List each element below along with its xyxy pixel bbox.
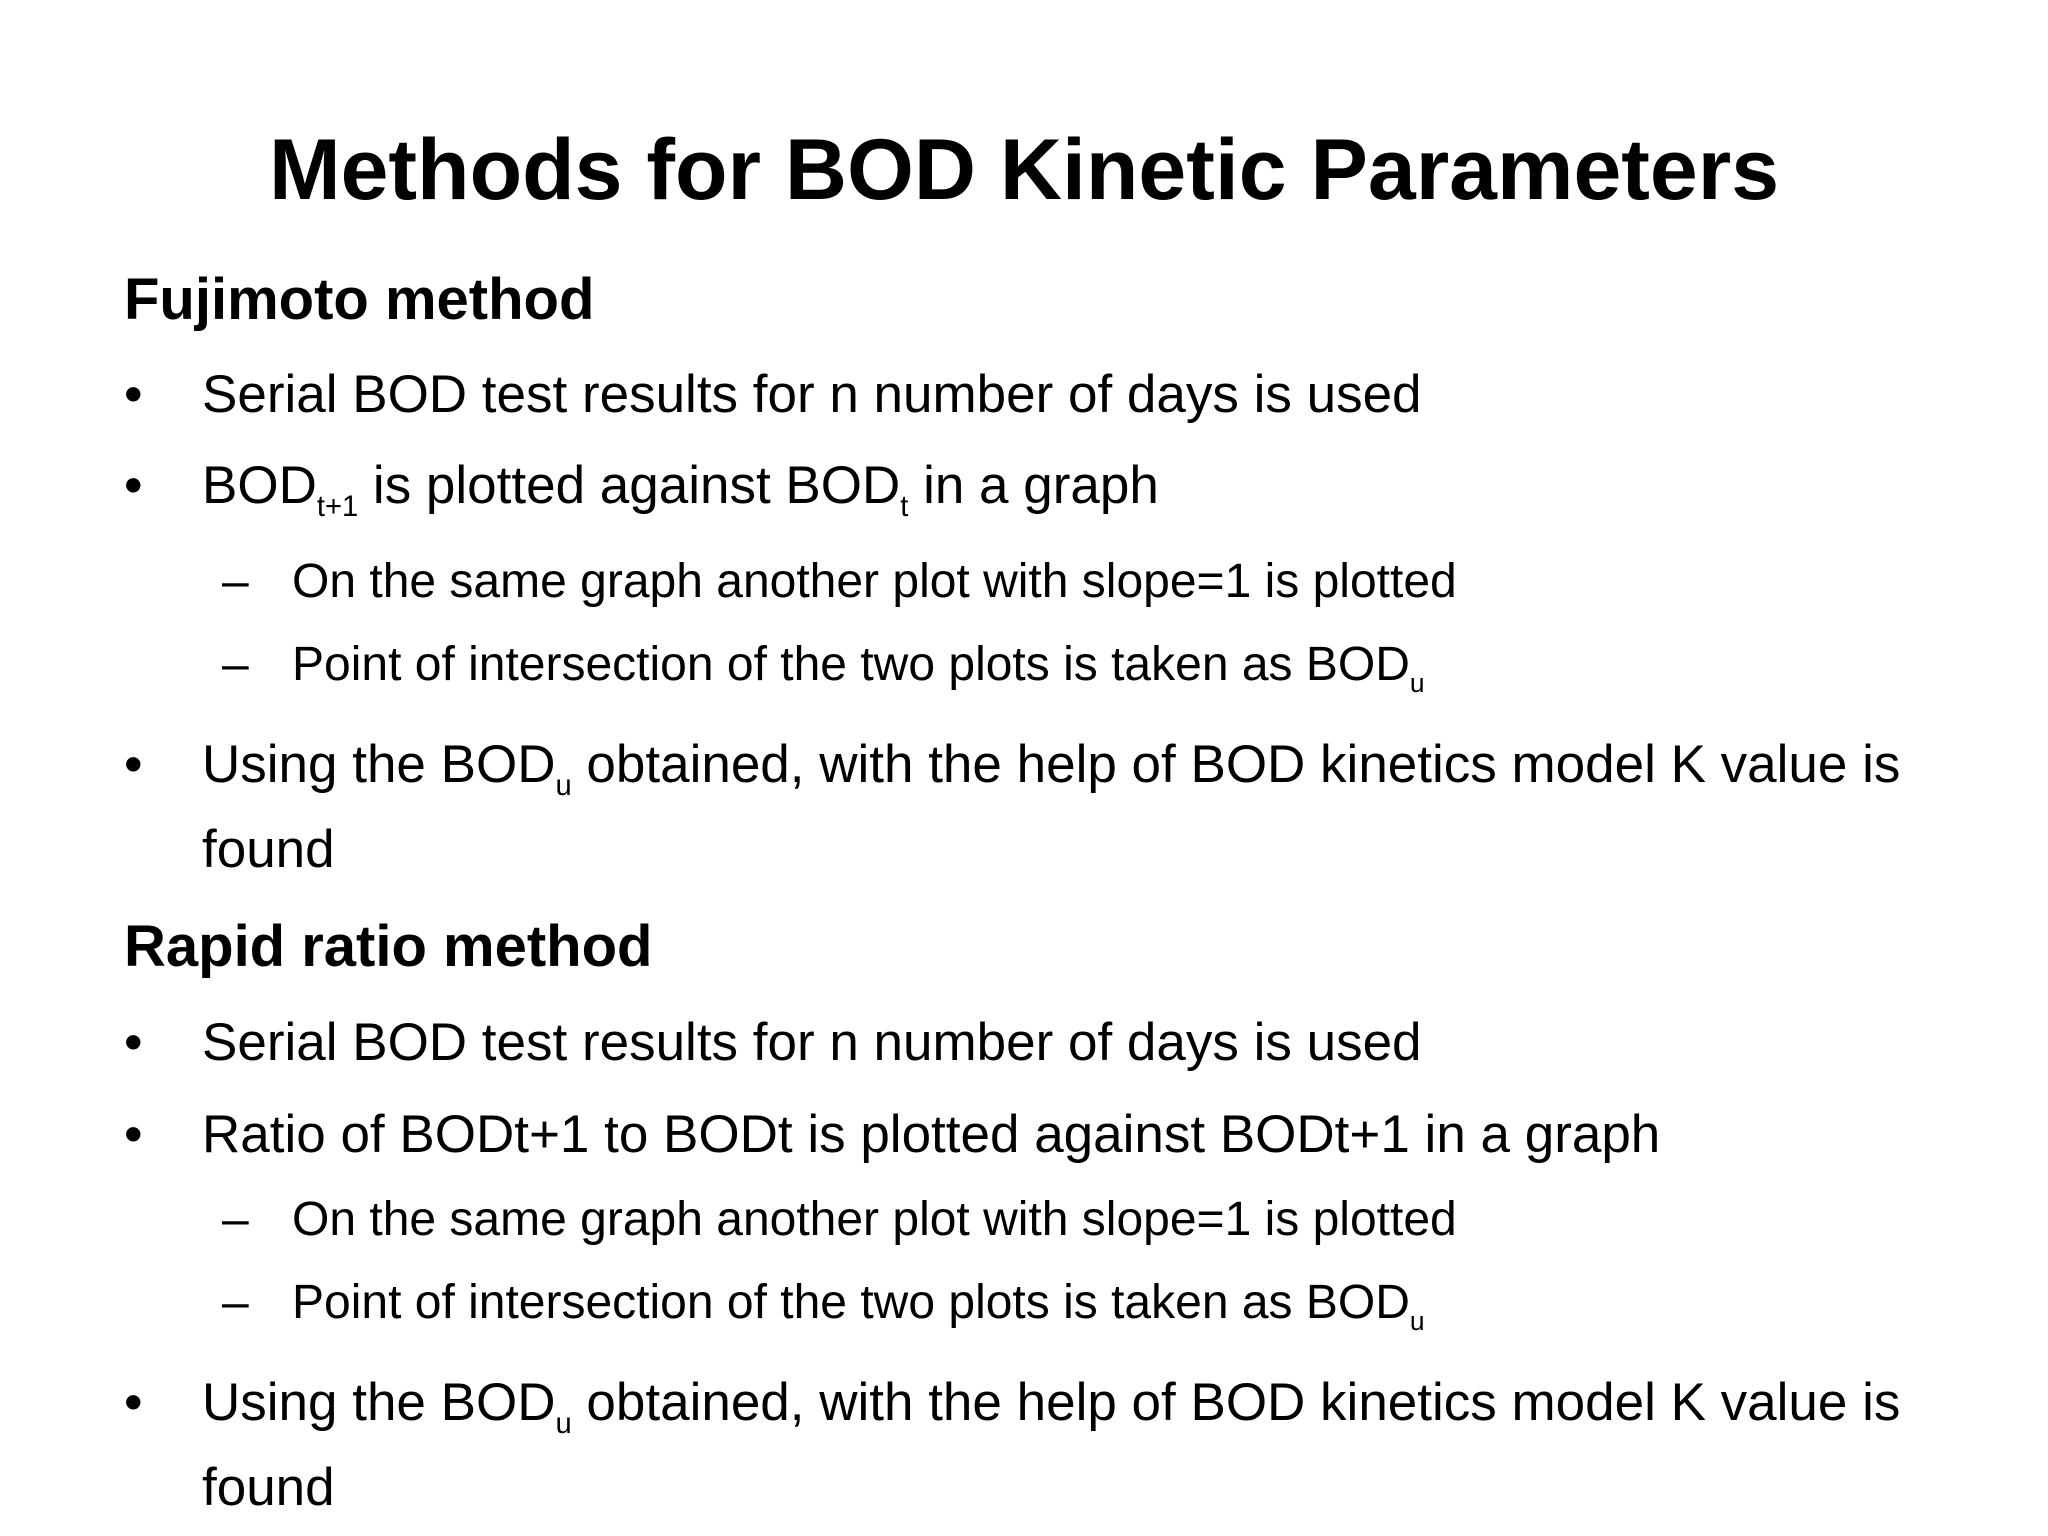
bullet-icon: • bbox=[124, 456, 143, 515]
section-heading-fujimoto: Fujimoto method bbox=[124, 267, 595, 332]
bullet-text: $BOD_{t+1}$ is plotted against $BOD_t$ in a graph bbox=[202, 456, 1159, 524]
bullet-text: Using the $BOD_u$ obtained, with the help of BOD kinetics model K value is found bbox=[202, 1373, 1901, 1517]
bullet-text: Using the $BOD_u$ obtained, with the help of BOD kinetics model K value is found bbox=[202, 735, 1901, 879]
bullet-text: Ratio of BODt+1 to BODt is plotted against BODt+1 in a graph bbox=[202, 1105, 1661, 1164]
sub-bullet-text: Point of intersection of the two plots is taken as $BOD_u$ bbox=[292, 638, 1425, 698]
bullet-icon: • bbox=[124, 1105, 143, 1164]
bullet-icon: • bbox=[124, 735, 143, 794]
bullet-text: Serial BOD test results for n number of days is used bbox=[202, 1013, 1422, 1072]
sub-bullet-text: On the same graph another plot with slope=1 is plotted bbox=[292, 555, 1457, 608]
sub-bullet-text: On the same graph another plot with slope=1 is plotted bbox=[292, 1193, 1457, 1246]
dash-icon: – bbox=[222, 555, 249, 608]
section-heading-rapid-ratio: Rapid ratio method bbox=[124, 914, 653, 979]
bullet-icon: • bbox=[124, 365, 143, 424]
sub-bullet-text: Point of intersection of the two plots is taken as $BOD_u$ bbox=[292, 1276, 1425, 1336]
bullet-icon: • bbox=[124, 1373, 143, 1432]
dash-icon: – bbox=[222, 1193, 249, 1246]
slide-title: Methods for BOD Kinetic Parameters bbox=[268, 122, 1780, 218]
dash-icon: – bbox=[222, 1276, 249, 1329]
bullet-icon: • bbox=[124, 1013, 143, 1072]
dash-icon: – bbox=[222, 638, 249, 691]
bullet-text: Serial BOD test results for n number of days is used bbox=[202, 365, 1422, 424]
